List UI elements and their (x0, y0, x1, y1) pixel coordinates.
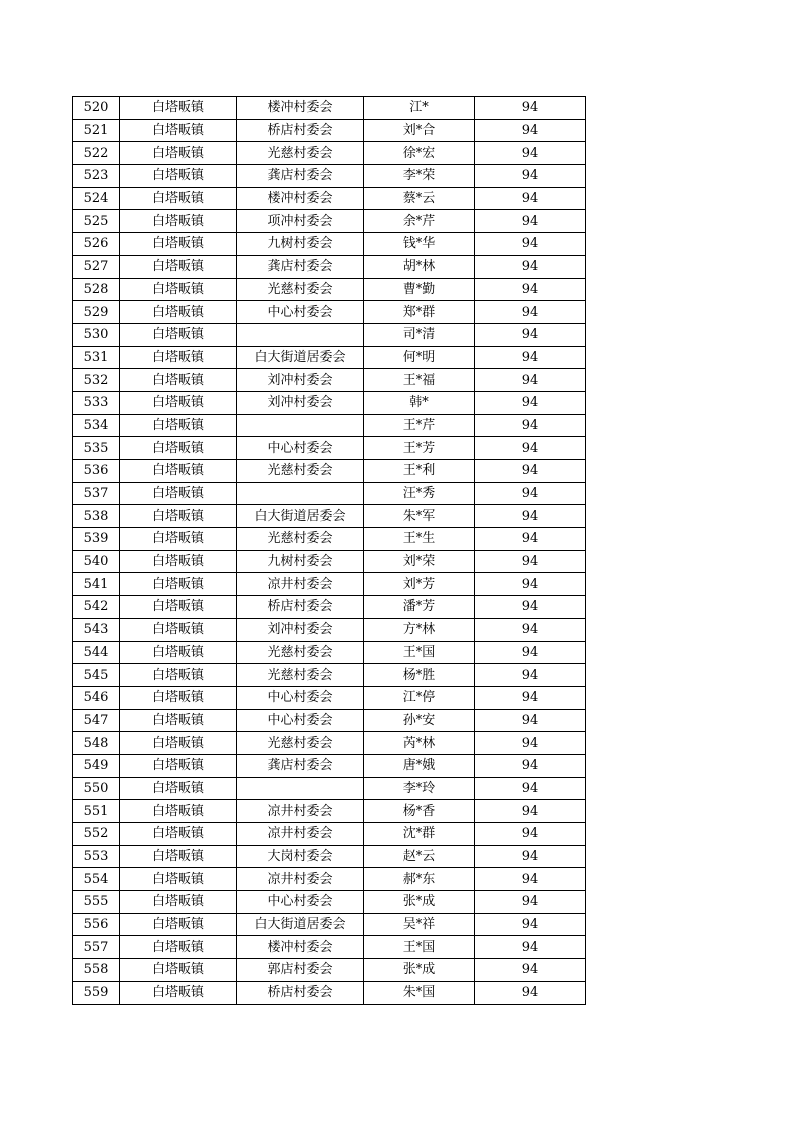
town-cell: 白塔畈镇 (120, 233, 237, 256)
row-number-cell: 548 (73, 732, 120, 755)
town-cell: 白塔畈镇 (120, 119, 237, 142)
town-cell: 白塔畈镇 (120, 301, 237, 324)
town-cell: 白塔畈镇 (120, 709, 237, 732)
person-name-cell: 江* (364, 97, 475, 120)
table-row (73, 573, 586, 596)
score-cell: 94 (475, 323, 586, 346)
village-cell (237, 777, 364, 800)
person-name-cell: 钱*华 (364, 233, 475, 256)
person-name-cell: 王*利 (364, 460, 475, 483)
town-cell: 白塔畈镇 (120, 482, 237, 505)
town-cell: 白塔畈镇 (120, 800, 237, 823)
row-number-cell: 520 (73, 97, 120, 120)
score-cell: 94 (475, 210, 586, 233)
table-row (73, 460, 586, 483)
table-row (73, 550, 586, 573)
town-cell: 白塔畈镇 (120, 664, 237, 687)
village-cell (237, 323, 364, 346)
person-name-cell: 吴*祥 (364, 913, 475, 936)
person-name-cell: 司*清 (364, 323, 475, 346)
village-cell: 凉井村委会 (237, 868, 364, 891)
score-cell: 94 (475, 278, 586, 301)
score-cell: 94 (475, 981, 586, 1004)
person-name-cell: 曹*勤 (364, 278, 475, 301)
table-row (73, 913, 586, 936)
town-cell: 白塔畈镇 (120, 278, 237, 301)
row-number-cell: 545 (73, 664, 120, 687)
village-cell: 白大街道居委会 (237, 505, 364, 528)
table-row (73, 142, 586, 165)
person-name-cell: 郑*群 (364, 301, 475, 324)
score-cell: 94 (475, 641, 586, 664)
row-number-cell: 541 (73, 573, 120, 596)
town-cell: 白塔畈镇 (120, 97, 237, 120)
village-cell: 桥店村委会 (237, 119, 364, 142)
table-row (73, 210, 586, 233)
town-cell: 白塔畈镇 (120, 346, 237, 369)
town-cell: 白塔畈镇 (120, 573, 237, 596)
village-cell: 楼冲村委会 (237, 187, 364, 210)
village-cell: 光慈村委会 (237, 142, 364, 165)
row-number-cell: 540 (73, 550, 120, 573)
row-number-cell: 521 (73, 119, 120, 142)
table-row (73, 505, 586, 528)
row-number-cell: 525 (73, 210, 120, 233)
score-cell: 94 (475, 868, 586, 891)
village-cell: 凉井村委会 (237, 800, 364, 823)
row-number-cell: 534 (73, 414, 120, 437)
town-cell: 白塔畈镇 (120, 732, 237, 755)
person-name-cell: 何*明 (364, 346, 475, 369)
village-cell: 中心村委会 (237, 891, 364, 914)
village-cell: 刘冲村委会 (237, 391, 364, 414)
village-cell: 中心村委会 (237, 686, 364, 709)
row-number-cell: 550 (73, 777, 120, 800)
row-number-cell: 530 (73, 323, 120, 346)
score-cell: 94 (475, 165, 586, 188)
village-cell: 白大街道居委会 (237, 346, 364, 369)
table-row (73, 278, 586, 301)
row-number-cell: 557 (73, 936, 120, 959)
row-number-cell: 535 (73, 437, 120, 460)
town-cell: 白塔畈镇 (120, 165, 237, 188)
village-cell: 光慈村委会 (237, 664, 364, 687)
row-number-cell: 539 (73, 528, 120, 551)
score-cell: 94 (475, 686, 586, 709)
person-name-cell: 徐*宏 (364, 142, 475, 165)
village-cell: 光慈村委会 (237, 641, 364, 664)
table-row (73, 369, 586, 392)
village-cell (237, 414, 364, 437)
person-name-cell: 李*荣 (364, 165, 475, 188)
score-cell: 94 (475, 187, 586, 210)
village-cell: 龚店村委会 (237, 255, 364, 278)
row-number-cell: 522 (73, 142, 120, 165)
score-cell: 94 (475, 369, 586, 392)
table-row (73, 437, 586, 460)
row-number-cell: 537 (73, 482, 120, 505)
row-number-cell: 542 (73, 596, 120, 619)
row-number-cell: 528 (73, 278, 120, 301)
score-cell: 94 (475, 482, 586, 505)
score-cell: 94 (475, 891, 586, 914)
town-cell: 白塔畈镇 (120, 641, 237, 664)
row-number-cell: 543 (73, 618, 120, 641)
score-cell: 94 (475, 573, 586, 596)
table-row (73, 981, 586, 1004)
row-number-cell: 558 (73, 959, 120, 982)
town-cell: 白塔畈镇 (120, 823, 237, 846)
table-row (73, 97, 586, 120)
person-name-cell: 胡*林 (364, 255, 475, 278)
village-cell: 光慈村委会 (237, 732, 364, 755)
row-number-cell: 532 (73, 369, 120, 392)
town-cell: 白塔畈镇 (120, 187, 237, 210)
town-cell: 白塔畈镇 (120, 323, 237, 346)
row-number-cell: 552 (73, 823, 120, 846)
village-cell: 郭店村委会 (237, 959, 364, 982)
score-cell: 94 (475, 391, 586, 414)
person-name-cell: 余*芹 (364, 210, 475, 233)
table-row (73, 618, 586, 641)
table-row (73, 641, 586, 664)
row-number-cell: 544 (73, 641, 120, 664)
table-row (73, 754, 586, 777)
person-name-cell: 刘*芳 (364, 573, 475, 596)
town-cell: 白塔畈镇 (120, 686, 237, 709)
score-cell: 94 (475, 414, 586, 437)
row-number-cell: 559 (73, 981, 120, 1004)
town-cell: 白塔畈镇 (120, 550, 237, 573)
table-row (73, 596, 586, 619)
village-cell: 桥店村委会 (237, 981, 364, 1004)
person-name-cell: 王*生 (364, 528, 475, 551)
table-row (73, 482, 586, 505)
row-number-cell: 556 (73, 913, 120, 936)
person-name-cell: 李*玲 (364, 777, 475, 800)
score-cell: 94 (475, 142, 586, 165)
person-name-cell: 王*国 (364, 641, 475, 664)
table-row (73, 187, 586, 210)
table-row (73, 119, 586, 142)
table-row (73, 528, 586, 551)
person-name-cell: 孙*安 (364, 709, 475, 732)
person-name-cell: 王*国 (364, 936, 475, 959)
village-cell: 凉井村委会 (237, 823, 364, 846)
score-cell: 94 (475, 845, 586, 868)
village-cell: 大岗村委会 (237, 845, 364, 868)
table-row (73, 868, 586, 891)
person-name-cell: 蔡*云 (364, 187, 475, 210)
village-cell: 龚店村委会 (237, 165, 364, 188)
village-cell: 九树村委会 (237, 550, 364, 573)
village-cell: 桥店村委会 (237, 596, 364, 619)
town-cell: 白塔畈镇 (120, 414, 237, 437)
row-number-cell: 527 (73, 255, 120, 278)
table-row (73, 233, 586, 256)
table-row (73, 845, 586, 868)
score-cell: 94 (475, 596, 586, 619)
row-number-cell: 531 (73, 346, 120, 369)
village-cell: 光慈村委会 (237, 278, 364, 301)
score-cell: 94 (475, 959, 586, 982)
row-number-cell: 554 (73, 868, 120, 891)
score-cell: 94 (475, 528, 586, 551)
town-cell: 白塔畈镇 (120, 255, 237, 278)
village-cell (237, 482, 364, 505)
row-number-cell: 546 (73, 686, 120, 709)
table-row (73, 709, 586, 732)
score-cell: 94 (475, 754, 586, 777)
score-cell: 94 (475, 550, 586, 573)
table-row (73, 323, 586, 346)
village-cell: 中心村委会 (237, 709, 364, 732)
person-name-cell: 方*林 (364, 618, 475, 641)
person-name-cell: 刘*荣 (364, 550, 475, 573)
person-name-cell: 潘*芳 (364, 596, 475, 619)
person-name-cell: 朱*国 (364, 981, 475, 1004)
row-number-cell: 547 (73, 709, 120, 732)
town-cell: 白塔畈镇 (120, 981, 237, 1004)
score-cell: 94 (475, 709, 586, 732)
person-name-cell: 沈*群 (364, 823, 475, 846)
score-cell: 94 (475, 255, 586, 278)
person-name-cell: 张*成 (364, 891, 475, 914)
row-number-cell: 526 (73, 233, 120, 256)
table-row (73, 165, 586, 188)
person-name-cell: 杨*胜 (364, 664, 475, 687)
village-cell: 刘冲村委会 (237, 618, 364, 641)
score-cell: 94 (475, 800, 586, 823)
score-cell: 94 (475, 119, 586, 142)
score-cell: 94 (475, 823, 586, 846)
table-row (73, 823, 586, 846)
row-number-cell: 549 (73, 754, 120, 777)
person-name-cell: 汪*秀 (364, 482, 475, 505)
person-name-cell: 芮*林 (364, 732, 475, 755)
person-name-cell: 朱*军 (364, 505, 475, 528)
score-cell: 94 (475, 732, 586, 755)
table-row (73, 686, 586, 709)
table-row (73, 891, 586, 914)
row-number-cell: 538 (73, 505, 120, 528)
town-cell: 白塔畈镇 (120, 777, 237, 800)
person-name-cell: 江*停 (364, 686, 475, 709)
person-name-cell: 韩* (364, 391, 475, 414)
table-row (73, 777, 586, 800)
town-cell: 白塔畈镇 (120, 505, 237, 528)
person-name-cell: 王*芹 (364, 414, 475, 437)
score-cell: 94 (475, 233, 586, 256)
village-cell: 光慈村委会 (237, 460, 364, 483)
village-cell: 凉井村委会 (237, 573, 364, 596)
score-cell: 94 (475, 936, 586, 959)
village-cell: 九树村委会 (237, 233, 364, 256)
town-cell: 白塔畈镇 (120, 391, 237, 414)
town-cell: 白塔畈镇 (120, 936, 237, 959)
row-number-cell: 536 (73, 460, 120, 483)
town-cell: 白塔畈镇 (120, 142, 237, 165)
town-cell: 白塔畈镇 (120, 460, 237, 483)
village-cell: 楼冲村委会 (237, 97, 364, 120)
score-cell: 94 (475, 301, 586, 324)
table-row (73, 255, 586, 278)
town-cell: 白塔畈镇 (120, 369, 237, 392)
person-name-cell: 唐*娥 (364, 754, 475, 777)
score-cell: 94 (475, 460, 586, 483)
village-cell: 项冲村委会 (237, 210, 364, 233)
score-cell: 94 (475, 618, 586, 641)
table-row (73, 732, 586, 755)
table-row (73, 391, 586, 414)
table-row (73, 346, 586, 369)
row-number-cell: 555 (73, 891, 120, 914)
row-number-cell: 553 (73, 845, 120, 868)
row-number-cell: 523 (73, 165, 120, 188)
person-name-cell: 王*芳 (364, 437, 475, 460)
village-cell: 刘冲村委会 (237, 369, 364, 392)
score-cell: 94 (475, 913, 586, 936)
town-cell: 白塔畈镇 (120, 528, 237, 551)
data-table (72, 96, 586, 1005)
row-number-cell: 529 (73, 301, 120, 324)
score-cell: 94 (475, 346, 586, 369)
table-body (73, 97, 586, 1005)
village-cell: 中心村委会 (237, 437, 364, 460)
table-row (73, 301, 586, 324)
person-name-cell: 刘*合 (364, 119, 475, 142)
town-cell: 白塔畈镇 (120, 845, 237, 868)
town-cell: 白塔畈镇 (120, 210, 237, 233)
village-cell: 楼冲村委会 (237, 936, 364, 959)
table-row (73, 959, 586, 982)
score-cell: 94 (475, 505, 586, 528)
row-number-cell: 524 (73, 187, 120, 210)
village-cell: 白大街道居委会 (237, 913, 364, 936)
score-cell: 94 (475, 664, 586, 687)
town-cell: 白塔畈镇 (120, 596, 237, 619)
row-number-cell: 533 (73, 391, 120, 414)
town-cell: 白塔畈镇 (120, 754, 237, 777)
person-name-cell: 王*福 (364, 369, 475, 392)
score-cell: 94 (475, 97, 586, 120)
town-cell: 白塔畈镇 (120, 618, 237, 641)
score-cell: 94 (475, 437, 586, 460)
village-cell: 光慈村委会 (237, 528, 364, 551)
town-cell: 白塔畈镇 (120, 437, 237, 460)
table-row (73, 664, 586, 687)
person-name-cell: 张*成 (364, 959, 475, 982)
row-number-cell: 551 (73, 800, 120, 823)
table-row (73, 414, 586, 437)
table-row (73, 800, 586, 823)
score-cell: 94 (475, 777, 586, 800)
town-cell: 白塔畈镇 (120, 913, 237, 936)
table-row (73, 936, 586, 959)
town-cell: 白塔畈镇 (120, 891, 237, 914)
person-name-cell: 郝*东 (364, 868, 475, 891)
person-name-cell: 赵*云 (364, 845, 475, 868)
town-cell: 白塔畈镇 (120, 868, 237, 891)
village-cell: 龚店村委会 (237, 754, 364, 777)
town-cell: 白塔畈镇 (120, 959, 237, 982)
person-name-cell: 杨*香 (364, 800, 475, 823)
village-cell: 中心村委会 (237, 301, 364, 324)
